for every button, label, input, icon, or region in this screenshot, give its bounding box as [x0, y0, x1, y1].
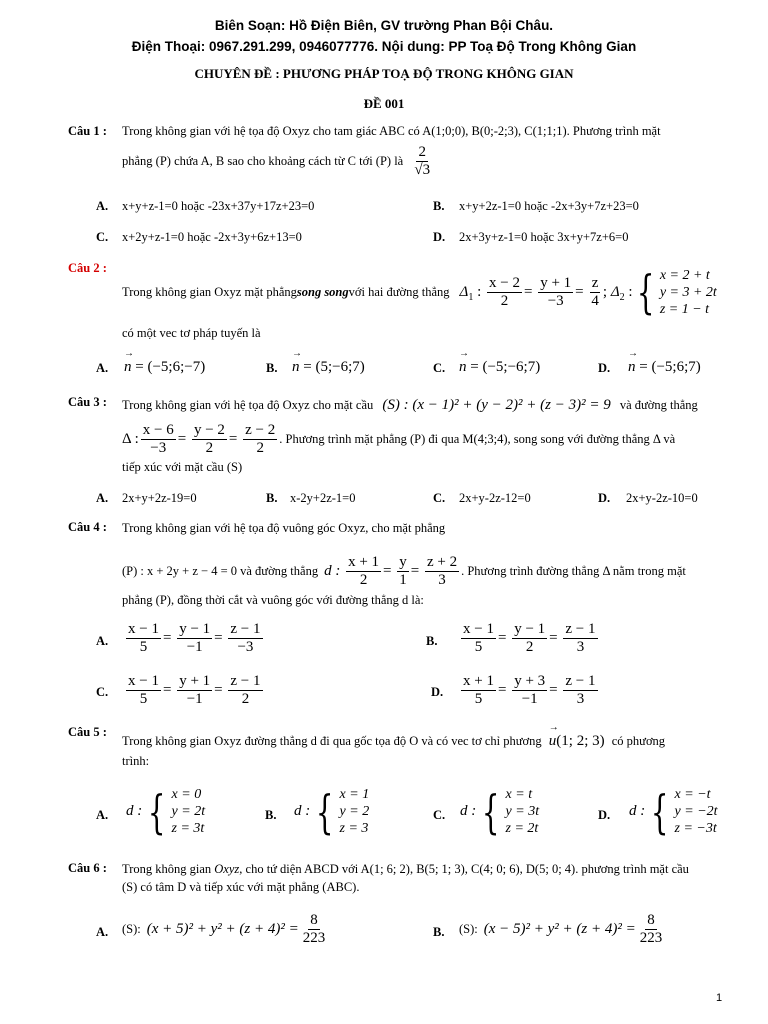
- option-label: A.: [96, 634, 109, 648]
- line-2-system: { x = 2 + t y = 3 + 2t z = 1 − t: [636, 265, 717, 319]
- q4-option-a[interactable]: $\frac{x - 1}{5}$ = $\frac{y - 1}{-1}$ = $\frac{z - 1}{-3}$: [128, 621, 261, 655]
- q6-option-a[interactable]: (S): (x + 5)² + y² + (z + 4)² = $\frac{8}{223}$: [122, 912, 326, 946]
- q5-option-d[interactable]: d : { x = −t y = −2t z = −3t: [629, 784, 718, 839]
- option-label: C.: [433, 361, 446, 375]
- question-6-label: Câu 6 :: [68, 861, 107, 875]
- q5-option-c[interactable]: d : { x = t y = 3t z = 2t: [460, 784, 540, 839]
- question-2-text-2: có một vec tơ pháp tuyến là: [122, 326, 261, 340]
- question-2-label: Câu 2 :: [68, 261, 107, 275]
- document-title: CHUYÊN ĐỀ : PHƯƠNG PHÁP TOẠ ĐỘ TRONG KHÔNG GIAN: [194, 66, 574, 81]
- question-4-text-3: phẳng (P), đồng thời cắt và vuông góc với đường thẳng d là:: [122, 593, 424, 607]
- option-label: B.: [266, 491, 278, 505]
- question-1-text-2: phẳng (P) chứa A, B sao cho khoảng cách từ C tới (P) là $\frac{2}{√3}$: [122, 144, 431, 178]
- option-label: B.: [265, 808, 277, 822]
- exam-code: ĐỀ 001: [363, 96, 405, 111]
- question-2-text: Trong không gian Oxyz mặt phẳng song song với hai đường thẳng $\Delta_1$ : $\frac{x - 2}{2}$ = $\frac{y + 1}{-3}$ = $\frac{z}{4}$ ; $\Delta_2$ : { x = 2 + t y = 3 + 2t z = 1 − t: [122, 265, 717, 319]
- option-label: A.: [96, 199, 109, 213]
- question-5-label: Câu 5 :: [68, 725, 107, 739]
- author-line: Biên Soạn: Hồ Điện Biên, GV trường Phan Bội Châu.: [214, 18, 554, 33]
- q2-option-c[interactable]: → n = (−5;−6;7): [459, 359, 540, 376]
- page-number: 1: [716, 992, 723, 1004]
- q3-option-b[interactable]: x-2y+2z-1=0: [290, 491, 356, 505]
- q5-option-b[interactable]: d : { x = 1 y = 2 z = 3: [294, 784, 370, 839]
- question-6-text-2: (S) có tâm D và tiếp xúc với mặt phẳng (ABC).: [122, 880, 360, 894]
- q2-option-b[interactable]: → n = (5;−6;7): [292, 359, 365, 376]
- q1-option-b[interactable]: x+y+2z-1=0 hoặc -2x+3y+7z+23=0: [459, 199, 639, 213]
- option-label: B.: [433, 925, 445, 939]
- question-4-label: Câu 4 :: [68, 520, 107, 534]
- option-label: D.: [598, 361, 611, 375]
- option-label: C.: [96, 685, 109, 699]
- question-4-text-2: (P) : x + 2y + z − 4 = 0 và đường thẳng d : $\frac{x + 1}{2}$ = $\frac{y}{1}$ = $\frac{z + 2}{3}$ . Phương trình đường thẳng Δ nằm trong mặt: [122, 553, 686, 588]
- q6-option-b[interactable]: (S): (x − 5)² + y² + (z + 4)² = $\frac{8}{223}$: [459, 912, 663, 946]
- q2-option-d[interactable]: → n = (−5;6;7): [628, 359, 701, 376]
- question-5-text: Trong không gian Oxyz đường thẳng d đi qua gốc tọa độ O và có vec tơ chỉ phương → u(1; 2; 3) có phương: [122, 733, 665, 750]
- q1-option-a[interactable]: x+y+z-1=0 hoặc -23x+37y+17z+23=0: [122, 199, 315, 213]
- q4-option-c[interactable]: $\frac{x - 1}{5}$ = $\frac{y + 1}{-1}$ = $\frac{z - 1}{2}$: [128, 673, 261, 707]
- option-label: A.: [96, 361, 109, 375]
- question-3-text: Trong không gian với hệ tọa độ Oxyz cho mặt cầu (S) : (x − 1)² + (y − 2)² + (z − 3)² = 9 và đường thẳng: [122, 397, 698, 413]
- contact-line: Điện Thoại: 0967.291.299, 0946077776. Nội dung: PP Toạ Độ Trong Không Gian: [131, 39, 637, 54]
- option-label: D.: [598, 808, 611, 822]
- question-1-label: Câu 1 :: [68, 124, 107, 138]
- distance-fraction: $\frac{2}{√3}$: [414, 144, 431, 178]
- question-3-line: Δ : $\frac{x - 6}{-3}$ = $\frac{y - 2}{2}$ = $\frac{z - 2}{2}$ . Phương trình mặt phẳng (P) đi qua M(4;3;4), song song với đường thẳng Δ và: [122, 421, 676, 456]
- q3-option-c[interactable]: 2x+y-2z-12=0: [459, 491, 531, 505]
- q1-option-c[interactable]: x+2y+z-1=0 hoặc -2x+3y+6z+13=0: [122, 230, 302, 244]
- option-label: C.: [433, 808, 446, 822]
- option-label: A.: [96, 925, 109, 939]
- option-label: A.: [96, 808, 109, 822]
- question-4-text: Trong không gian với hệ tọa độ vuông góc Oxyz, cho mặt phẳng: [122, 521, 446, 535]
- q3-option-a[interactable]: 2x+y+2z-19=0: [122, 491, 197, 505]
- q4-option-b[interactable]: $\frac{x - 1}{5}$ = $\frac{y - 1}{2}$ = $\frac{z - 1}{3}$: [463, 621, 596, 655]
- question-6-text: Trong không gian Oxyz, cho tứ diện ABCD với A(1; 6; 2), B(5; 1; 3), C(4; 0; 6), D(5; 0; 4). phương trình mặt cầu: [122, 862, 689, 876]
- question-3-label: Câu 3 :: [68, 395, 107, 409]
- option-label: B.: [433, 199, 445, 213]
- q2-option-a[interactable]: → n = (−5;6;−7): [124, 359, 205, 376]
- q3-option-d[interactable]: 2x+y-2z-10=0: [626, 491, 698, 505]
- option-label: D.: [431, 685, 444, 699]
- option-label: D.: [433, 230, 446, 244]
- option-label: D.: [598, 491, 611, 505]
- question-1-text: Trong không gian với hệ tọa độ Oxyz cho tam giác ABC có A(1;0;0), B(0;-2;3), C(1;1;1). Phương trình mặt: [122, 124, 661, 138]
- option-label: C.: [96, 230, 109, 244]
- option-label: B.: [266, 361, 278, 375]
- option-label: A.: [96, 491, 109, 505]
- q1-option-d[interactable]: 2x+3y+z-1=0 hoặc 3x+y+7z+6=0: [459, 230, 629, 244]
- option-label: B.: [426, 634, 438, 648]
- q5-option-a[interactable]: d : { x = 0 y = 2t z = 3t: [126, 784, 206, 839]
- question-3-text-3: tiếp xúc với mặt cầu (S): [122, 460, 243, 474]
- q4-option-d[interactable]: $\frac{x + 1}{5}$ = $\frac{y + 3}{-1}$ = $\frac{z - 1}{3}$: [463, 673, 596, 707]
- option-label: C.: [433, 491, 446, 505]
- question-5-text-2: trình:: [122, 754, 150, 768]
